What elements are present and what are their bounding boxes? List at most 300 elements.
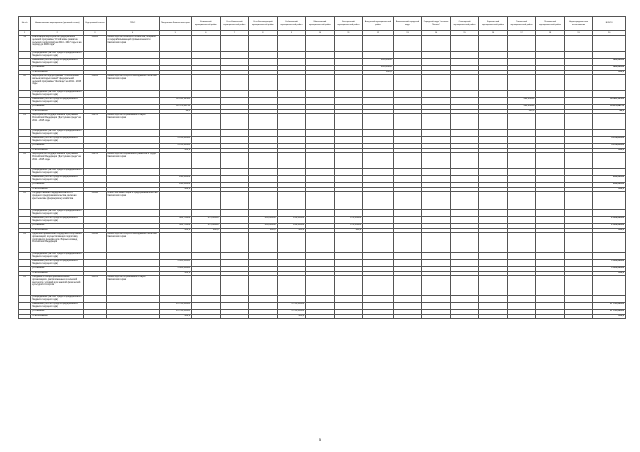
table-cell <box>84 52 106 59</box>
table-cell <box>363 192 394 210</box>
table-cell <box>536 59 565 66</box>
table-cell <box>564 91 593 98</box>
table-cell <box>564 98 593 105</box>
table-cell <box>19 59 31 66</box>
table-cell: 1 000,00000 <box>593 260 626 267</box>
table-cell <box>277 253 306 260</box>
table-cell <box>479 91 508 98</box>
table-cell: Мероприятия государственной программы Российской Федерации "Доступная среда" на 2011 - 2015 годы <box>31 153 84 169</box>
table-cell <box>393 153 422 169</box>
table-cell <box>306 296 335 303</box>
table-cell <box>306 52 335 59</box>
table-cell <box>507 303 536 310</box>
table-cell <box>363 91 394 98</box>
table-cell <box>220 176 249 183</box>
table-cell: 2 003,00000 <box>593 217 626 224</box>
table-cell <box>564 217 593 224</box>
table-cell <box>106 169 159 176</box>
table-cell <box>220 98 249 105</box>
table-cell <box>564 303 593 310</box>
table-cell <box>536 217 565 224</box>
table-cell <box>363 176 394 183</box>
table-cell <box>192 192 221 210</box>
table-cell <box>84 130 106 137</box>
table-cell <box>564 169 593 176</box>
table-cell: изменение (за счет средств федерального бюджета текущего года) <box>31 137 84 144</box>
column-number: 20 <box>593 31 626 36</box>
table-cell <box>106 315 159 319</box>
table-cell <box>479 176 508 183</box>
table-cell: изменение (за счет средств федерального бюджета текущего года) <box>31 176 84 183</box>
table-cell <box>422 176 451 183</box>
table-cell <box>106 303 159 310</box>
table-cell <box>220 52 249 59</box>
table-cell <box>306 59 335 66</box>
table-row <box>19 217 626 224</box>
table-cell <box>106 210 159 217</box>
table-cell <box>507 36 536 52</box>
table-cell <box>220 296 249 303</box>
table-cell <box>363 260 394 267</box>
table-cell: 492,00000 <box>507 98 536 105</box>
table-cell <box>159 59 192 66</box>
table-cell <box>19 52 31 59</box>
table-cell <box>479 75 508 91</box>
table-cell <box>334 169 363 176</box>
table-cell: 3 765,00000 <box>277 303 306 310</box>
table-cell <box>220 210 249 217</box>
table-cell <box>84 303 106 310</box>
table-cell <box>249 59 278 66</box>
table-cell <box>593 114 626 130</box>
table-cell <box>192 210 221 217</box>
column-header: Код целевой статьи <box>84 17 106 31</box>
table-cell: 290,00000 <box>593 183 626 188</box>
table-cell: 100,0 <box>507 110 536 114</box>
table-cell <box>363 75 394 91</box>
table-cell <box>277 114 306 130</box>
table-cell <box>593 233 626 253</box>
table-cell: Создание в общеобразовательных организациях, расположенных в сельской местности, условий для занятий физической культурой и спортом <box>31 276 84 296</box>
table-cell: Министерство сельского хозяйства, пищевой и перерабатывающей промышленности Камчатского края <box>106 36 159 52</box>
column-header: Вилючинский городской округ <box>393 17 422 31</box>
table-cell <box>593 75 626 91</box>
table-cell: 1 000,00000 <box>159 267 192 272</box>
table-cell: 58 426,12500 <box>593 98 626 105</box>
table-cell <box>450 52 479 59</box>
table-cell <box>306 253 335 260</box>
table-cell: 100,0 <box>249 229 278 233</box>
page-number: 5 <box>318 437 322 442</box>
table-cell <box>334 233 363 253</box>
column-number: 17 <box>507 31 536 36</box>
table-cell <box>277 296 306 303</box>
table-cell <box>363 276 394 296</box>
table-cell <box>106 260 159 267</box>
table-cell <box>159 52 192 59</box>
table-cell <box>192 130 221 137</box>
column-number: 14 <box>422 31 451 36</box>
table-cell <box>192 153 221 169</box>
table-cell <box>159 169 192 176</box>
table-cell: Реализация мероприятий федеральной целевой программы "Устойчивое развитие сельских территорий на 2014 - 2017 годы и на период до 2020 года" <box>31 36 84 52</box>
table-cell: 2 003,00000 <box>593 224 626 229</box>
table-cell <box>507 296 536 303</box>
table-cell: % исполнения <box>31 149 84 153</box>
table-cell <box>564 210 593 217</box>
table-cell <box>159 114 192 130</box>
table-cell <box>363 52 394 59</box>
table-cell: % исполнения <box>31 229 84 233</box>
table-cell <box>422 210 451 217</box>
table-cell <box>393 192 422 210</box>
table-cell: 50200 <box>84 75 106 91</box>
table-cell <box>507 253 536 260</box>
table-cell <box>192 303 221 310</box>
table-cell <box>450 98 479 105</box>
table-row <box>19 169 626 176</box>
table-cell <box>277 75 306 91</box>
table-cell <box>277 52 306 59</box>
table-cell <box>422 36 451 52</box>
table-cell: 58 015,12500 <box>159 98 192 105</box>
table-cell <box>450 260 479 267</box>
table-cell <box>450 253 479 260</box>
table-cell <box>593 253 626 260</box>
table-cell <box>593 276 626 296</box>
table-cell: 664,75000 <box>159 224 192 229</box>
table-cell <box>450 59 479 66</box>
table-cell <box>106 296 159 303</box>
table-cell <box>450 91 479 98</box>
table-cell <box>450 192 479 210</box>
table-cell <box>84 210 106 217</box>
table-cell <box>536 192 565 210</box>
table-cell <box>84 217 106 224</box>
table-cell: 384,00000 <box>593 59 626 66</box>
table-cell <box>479 217 508 224</box>
table-cell <box>220 59 249 66</box>
table-cell <box>277 233 306 253</box>
table-cell: уточненное <box>31 224 84 229</box>
table-cell <box>192 36 221 52</box>
table-cell <box>479 210 508 217</box>
table-cell <box>564 52 593 59</box>
table-cell <box>393 296 422 303</box>
table-cell <box>363 153 394 169</box>
column-number: 13 <box>393 31 422 36</box>
table-cell <box>450 153 479 169</box>
table-cell <box>159 210 192 217</box>
table-cell <box>450 303 479 310</box>
table-cell <box>536 176 565 183</box>
table-cell: Адресная финансовая поддержка спортивных организаций, осуществляющих подготовку спортивного резерва для сборных команд Российской Федерации <box>31 233 84 253</box>
table-cell <box>19 130 31 137</box>
table-cell: 20 <box>19 75 31 91</box>
table-row <box>19 98 626 105</box>
table-cell <box>479 153 508 169</box>
table-row <box>19 75 626 91</box>
table-cell: 100,0 <box>334 229 363 233</box>
table-cell <box>422 217 451 224</box>
table-cell <box>479 36 508 52</box>
table-cell <box>564 36 593 52</box>
table-cell <box>306 114 335 130</box>
table-cell <box>422 153 451 169</box>
table-cell <box>393 217 422 224</box>
column-header: Олюторский муниципальный район <box>450 17 479 31</box>
table-cell <box>106 130 159 137</box>
table-cell <box>334 130 363 137</box>
table-cell <box>422 253 451 260</box>
table-cell <box>450 315 479 319</box>
table-cell: 100,0 <box>593 315 626 319</box>
table-row <box>19 59 626 66</box>
table-cell <box>306 153 335 169</box>
table-cell: изменение (за счет средств федерального бюджета текущего года) <box>31 98 84 105</box>
table-cell <box>593 52 626 59</box>
table-cell: Министерство социального развития и труда Камчатского края <box>106 153 159 169</box>
table-cell: утвержденное (за счет средств федерального бюджета текущего года) <box>31 169 84 176</box>
table-cell <box>334 296 363 303</box>
table-cell: 100,0 <box>363 71 394 75</box>
table-cell: % исполнения <box>31 110 84 114</box>
table-cell <box>106 98 159 105</box>
table-cell <box>334 176 363 183</box>
table-cell <box>479 233 508 253</box>
table-cell <box>593 153 626 169</box>
table-header-row <box>19 17 626 31</box>
table-cell: уточненное <box>31 267 84 272</box>
column-number: 19 <box>564 31 593 36</box>
table-cell <box>536 210 565 217</box>
table-cell <box>220 260 249 267</box>
table-cell <box>220 233 249 253</box>
table-cell <box>19 315 31 319</box>
table-cell <box>564 315 593 319</box>
table-cell: Агентство инвестиций и предпринимательства Камчатского края <box>106 192 159 210</box>
table-cell <box>84 91 106 98</box>
table-row <box>19 296 626 303</box>
table-row <box>19 36 626 52</box>
table-cell <box>593 169 626 176</box>
table-cell <box>564 233 593 253</box>
table-cell <box>192 260 221 267</box>
table-row <box>19 114 626 130</box>
table-cell <box>536 276 565 296</box>
table-cell: 100,0 <box>277 229 306 233</box>
table-cell <box>192 296 221 303</box>
table-cell <box>306 303 335 310</box>
table-cell <box>159 36 192 52</box>
column-header: Городской округ "поселок Палана" <box>422 17 451 31</box>
table-cell <box>159 75 192 91</box>
table-cell <box>422 315 451 319</box>
column-header: ГРБС <box>106 17 159 31</box>
table-cell <box>277 276 306 296</box>
table-cell <box>220 130 249 137</box>
column-header: Наименование мероприятия (целевой статьи) <box>31 17 84 31</box>
table-cell <box>393 130 422 137</box>
table-cell: 290,00000 <box>159 176 192 183</box>
table-cell <box>450 176 479 183</box>
table-cell <box>450 137 479 144</box>
table-cell: 100,0 <box>593 188 626 192</box>
table-cell: 50270 <box>84 153 106 169</box>
table-cell <box>249 137 278 144</box>
table-cell <box>479 98 508 105</box>
table-cell <box>564 114 593 130</box>
table-cell <box>479 296 508 303</box>
table-cell <box>536 233 565 253</box>
table-cell <box>479 276 508 296</box>
table-cell <box>249 303 278 310</box>
table-cell: утвержденное (за счет средств федерального бюджета текущего года) <box>31 253 84 260</box>
table-cell: уточненное <box>31 310 84 315</box>
table-cell <box>393 210 422 217</box>
table-cell: 384,00000 <box>593 66 626 71</box>
column-number: 15 <box>450 31 479 36</box>
table-cell <box>249 260 278 267</box>
table-cell: 275,00000 <box>192 224 221 229</box>
table-cell: 50640 <box>84 192 106 210</box>
table-cell <box>249 210 278 217</box>
table-cell <box>334 75 363 91</box>
table-cell <box>479 253 508 260</box>
table-cell <box>593 296 626 303</box>
table-cell: % исполнения <box>31 188 84 192</box>
table-cell: 50270 <box>84 114 106 130</box>
table-cell <box>106 59 159 66</box>
table-cell <box>106 217 159 224</box>
table-cell <box>220 276 249 296</box>
table-cell <box>277 260 306 267</box>
table-cell <box>422 233 451 253</box>
table-cell: 1 000,00000 <box>159 260 192 267</box>
table-cell <box>422 303 451 310</box>
table-cell <box>334 260 363 267</box>
table-cell <box>363 169 394 176</box>
column-header: Получатели Камчатского края <box>159 17 192 31</box>
table-cell: 384,00000 <box>363 59 394 66</box>
table-cell <box>536 36 565 52</box>
table-cell <box>19 253 31 260</box>
table-cell <box>393 75 422 91</box>
table-cell: 100,0 <box>159 229 192 233</box>
table-cell: 250,00000 <box>277 217 306 224</box>
table-cell: 100,0 <box>277 315 306 319</box>
table-cell <box>479 130 508 137</box>
table-cell <box>19 296 31 303</box>
table-cell: утвержденное (за счет средств федерального бюджета текущего года) <box>31 130 84 137</box>
table-cell <box>306 169 335 176</box>
table-cell <box>564 176 593 183</box>
table-cell: 3 153,81000 <box>593 137 626 144</box>
table-cell <box>249 233 278 253</box>
table-cell: 56 972,89750 <box>593 105 626 110</box>
table-body <box>19 36 626 319</box>
table-cell: 290,00000 <box>159 183 192 188</box>
table-cell: Мероприятия подпрограммы "Обеспечение жильем молодых семей" федеральной целевой программы "Жилище" на 2011 - 2015 годы <box>31 75 84 91</box>
table-cell <box>450 36 479 52</box>
table-cell <box>393 169 422 176</box>
table-cell <box>450 114 479 130</box>
column-number: 11 <box>334 31 363 36</box>
table-cell <box>306 210 335 217</box>
table-cell: 275,00000 <box>334 224 363 229</box>
table-cell <box>277 192 306 210</box>
table-cell: 25 <box>19 276 31 296</box>
table-cell <box>422 75 451 91</box>
table-cell: утвержденное (за счет средств федерального бюджета текущего года) <box>31 91 84 98</box>
table-cell <box>84 260 106 267</box>
column-number: 2 <box>31 31 84 36</box>
table-cell: 23 <box>19 192 31 210</box>
table-cell: уточненное <box>31 183 84 188</box>
table-cell <box>507 75 536 91</box>
table-cell <box>422 260 451 267</box>
table-cell <box>479 260 508 267</box>
table-cell <box>84 296 106 303</box>
table-cell: 98,0 <box>593 110 626 114</box>
column-header: Алеутский муниципальный район <box>363 17 394 31</box>
table-cell <box>593 130 626 137</box>
table-cell <box>363 114 394 130</box>
table-cell <box>393 98 422 105</box>
table-cell: 100,0 <box>593 272 626 276</box>
table-cell <box>159 253 192 260</box>
table-cell <box>507 315 536 319</box>
table-cell <box>536 114 565 130</box>
table-cell <box>479 137 508 144</box>
table-cell <box>306 217 335 224</box>
table-cell <box>564 75 593 91</box>
table-cell <box>507 260 536 267</box>
table-cell: 100,0 <box>159 272 192 276</box>
table-cell: Министерство образования и науки Камчатского края <box>106 276 159 296</box>
table-cell: Государственная поддержка малого и среднего предпринимательства, включая крестьянские (фермерские) хозяйства <box>31 192 84 210</box>
table-cell: утвержденное (за счет средств федерального бюджета текущего года) <box>31 52 84 59</box>
table-cell: Мероприятия государственной программы Российской Федерации "Доступная среда" на 2011 - 2015 годы <box>31 114 84 130</box>
table-cell <box>159 233 192 253</box>
table-cell <box>593 192 626 210</box>
table-cell <box>19 303 31 310</box>
table-cell <box>422 91 451 98</box>
table-cell <box>363 36 394 52</box>
table-cell <box>422 130 451 137</box>
table-cell: 19 <box>19 36 31 52</box>
table-cell <box>450 233 479 253</box>
table-cell: 3 153,81000 <box>159 137 192 144</box>
table-cell <box>249 153 278 169</box>
table-cell: 100,0 <box>159 149 192 153</box>
table-cell: 100,0 <box>593 229 626 233</box>
table-cell <box>192 52 221 59</box>
table-cell: 21 <box>19 114 31 130</box>
table-cell <box>393 36 422 52</box>
table-cell <box>363 217 394 224</box>
table-cell: изменение (за счет средств федерального бюджета текущего года) <box>31 59 84 66</box>
table-cell <box>593 91 626 98</box>
table-cell <box>536 137 565 144</box>
table-cell <box>393 91 422 98</box>
table-row <box>19 52 626 59</box>
table-cell <box>220 303 249 310</box>
table-cell <box>334 153 363 169</box>
table-cell <box>19 210 31 217</box>
table-cell <box>479 303 508 310</box>
table-cell: изменение (за счет средств федерального бюджета текущего года) <box>31 260 84 267</box>
